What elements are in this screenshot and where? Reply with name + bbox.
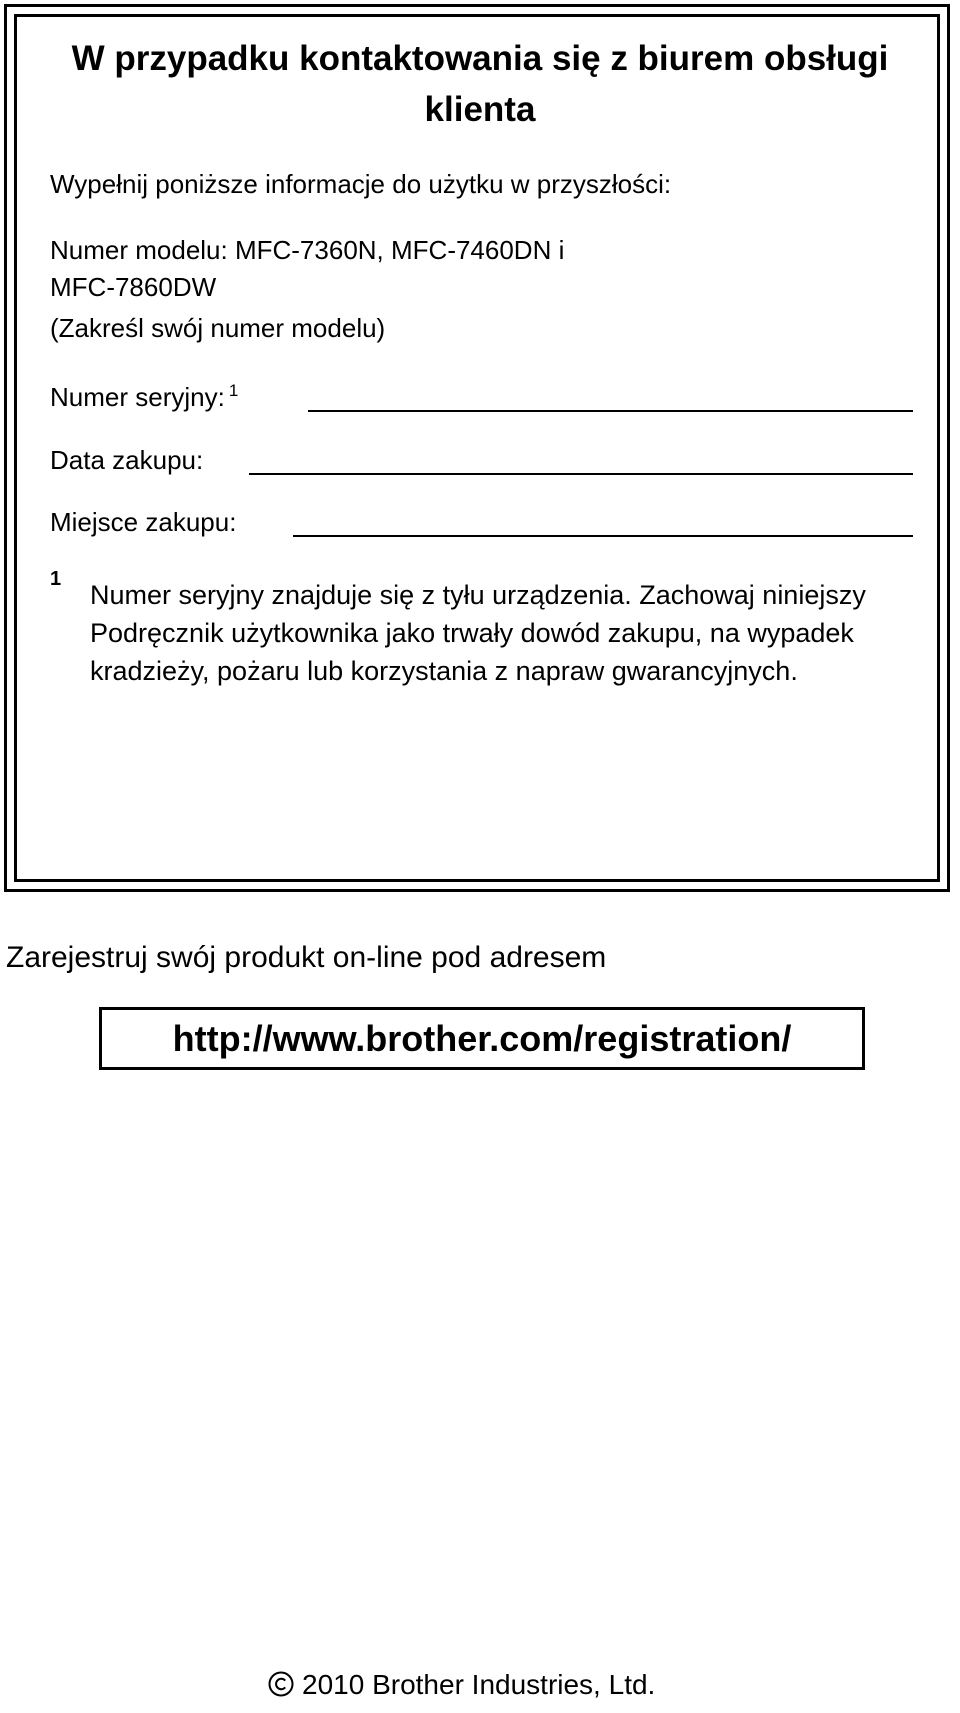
registration-prompt: Zarejestruj swój produkt on-line pod adresem [6, 941, 607, 974]
copyright-line [268, 1668, 655, 1702]
purchase-place-field[interactable] [293, 535, 913, 537]
registration-url[interactable]: http://www.brother.com/registration/ [172, 1018, 792, 1059]
model-note: (Zakreśl swój numer modelu) [50, 313, 386, 343]
purchase-date-field[interactable] [249, 473, 913, 475]
purchase-place-label: Miejsce zakupu: [50, 507, 237, 537]
serial-footnote-mark: 1 [228, 381, 239, 400]
model-line-2: MFC-7860DW [50, 272, 217, 302]
serial-number-label-text: Numer seryjny: [50, 382, 225, 412]
serial-number-field[interactable] [308, 410, 913, 412]
intro-text: Wypełnij poniższe informacje do użytku w przyszłości: [50, 169, 672, 199]
copyright-text: 2010 Brother Industries, Ltd. [302, 1669, 656, 1700]
purchase-date-label: Data zakupu: [50, 445, 204, 475]
registration-url-box [99, 1007, 865, 1070]
serial-number-label [50, 381, 238, 417]
copyright-icon [268, 1671, 294, 1697]
model-line-1: Numer modelu: MFC-7360N, MFC-7460DN i [50, 235, 565, 265]
card-title: W przypadku kontaktowania się z biurem obsługi klienta [71, 39, 889, 129]
footnote-text: Numer seryjny znajduje się z tyłu urządzenia. Zachowaj niniejszy Podręcznik użytkownika jako trwały dowód zakupu, na wypadek kradzieży, pożaru lub korzystania z napraw gwarancyjnych. [90, 580, 866, 686]
footnote-mark: 1 [50, 568, 62, 590]
